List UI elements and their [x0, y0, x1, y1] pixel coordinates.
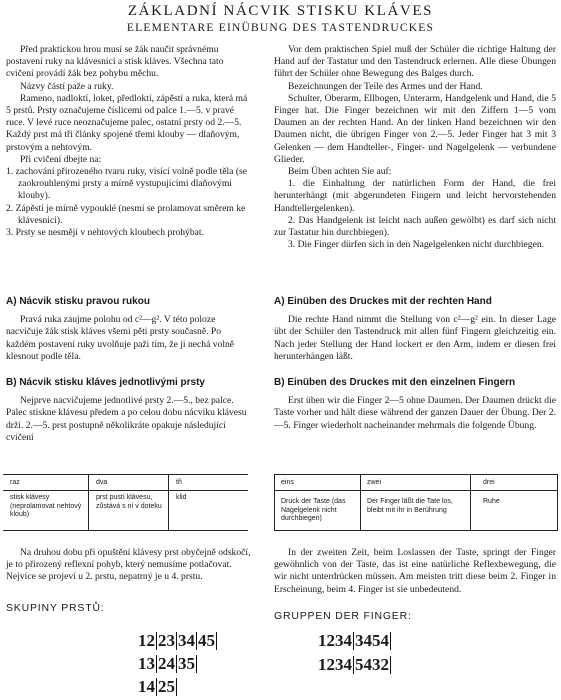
- left-table-header-rule: [3, 490, 248, 491]
- finger-group: 3454: [355, 631, 389, 650]
- left-item-1: 1. zachování přirozeného tvaru ruky, visící volně podle těla (se zaokrouhlenými prsty a mírně vystupujícími dlaňovými klouby).: [6, 166, 248, 202]
- right-section-b-text: Erst üben wir die Finger 2—5 ohne Daumen. Der Daumen drückt die Taste vorher und hält diese während der ganzen Dauer der Übung. Der 2.—5. Finger wiederholt nacheinander mehrmals die folgende Übung.: [274, 395, 556, 431]
- left-table-divider: [168, 474, 169, 530]
- right-table-divider: [557, 474, 558, 530]
- right-section-b: [274, 377, 556, 432]
- right-section-a-heading: A) Einüben des Druckes mit der rechten Hand: [274, 296, 492, 307]
- left-after-text: Na druhou dobu při opuštění klávesy prst obyčejně odskočí, je to přirozený reflexní pohyb, který nemusíme potlačovat. Nejvíce se projeví u 2. prstu, nepatrný je u 4. prstu.: [6, 547, 251, 583]
- finger-group: 1234: [318, 631, 352, 650]
- left-section-a: [6, 296, 252, 363]
- right-observe: Beim Üben achten Sie auf:: [288, 166, 392, 178]
- left-section-b-text: Nejprve nacvičujeme jednotlivé prsty 2.—5., bez palce. Palec stiskne klávesu předem a po celou dobu nácviku klávesu drží. 2.—5. prst postupně několikráte opakuje následující cvičení: [6, 395, 247, 443]
- left-section-b-heading: B) Nácvik stisku kláves jednotlivými prsty: [6, 377, 205, 388]
- right-section-a-text: Die rechte Hand nimmt die Stellung von c²—g² ein. In dieser Lage übt der Schüler den Tastendruck mit allen fünf Fingern gleichzeitig ein. Nach jeder Stellung der Hand lockert er den Arm, indem er diesen frei herunterhängen läßt.: [274, 314, 556, 362]
- left-item-3: 3. Prsty se nesmějí v nehtových kloubech prohýbat.: [6, 227, 204, 239]
- left-intro-block: [6, 44, 252, 239]
- right-table-divider: [360, 474, 361, 530]
- left-section-a-text: Pravá ruka zaujme polohu od c²—g². V této poloze nacvičuje žák stisk kláves všemi pěti prsty současně. Po každém postavení ruky uvolňuje paži tím, že ji nechá volně klesnout podle těla.: [6, 314, 235, 362]
- right-table-cell-2: Der Finger läßt die Tate los, bleibt mit ihr in Berührung: [367, 498, 453, 514]
- finger-group: 24: [158, 654, 175, 673]
- left-parts: Rameno, nadloktí, loket, předloktí, zápěstí a ruka, která má 5 prstů. Prsty označujeme číslicemi od palce 1.—5. v pravé ruce. V levé ruce neoznačujeme palec, ostatní prsty od 2.—5. Každý prst má tři články spojené třemi klouby — dlaňovým, prstovým a nehtovým.: [6, 92, 248, 153]
- finger-group: 14: [138, 677, 155, 696]
- left-groups-row-2: [138, 655, 198, 673]
- finger-group: 45: [198, 631, 215, 650]
- right-parts-intro: Bezeichnungen der Teile des Armes und der Hand.: [288, 80, 483, 92]
- right-groups-row-1: [318, 632, 392, 650]
- finger-group: 23: [158, 631, 175, 650]
- left-table-cell-3: klid: [176, 494, 187, 501]
- left-table-bottom-rule: [3, 530, 248, 531]
- right-item-2: 2. Das Handgelenk ist leicht nach außen gewölbt) es darf sich nicht zur Tastatur hin durchbiegen).: [274, 214, 556, 239]
- left-table-header-3: tři: [176, 479, 182, 486]
- finger-group: 12: [138, 631, 155, 650]
- right-item-1: 1. die Einhaltung der natürlichen Form der Hand, die frei herunterhängt (mit abgerundeten Fingern und leicht hervorstehenden Handtellergelenken).: [274, 178, 556, 214]
- finger-group: 34: [178, 631, 195, 650]
- right-groups-label: GRUPPEN DER FINGER:: [274, 610, 412, 622]
- finger-group: 13: [138, 654, 155, 673]
- left-intro: Před praktickou hrou musí se žák naučit správnému postavení ruky na klávesnici a stisk kláves. Všechna tato cvičení provádí žák bez pohybu měchu.: [6, 44, 224, 80]
- right-groups-row-2: [318, 656, 392, 674]
- left-table-cell-1: stisk klávesy (neprolamovat nehtový kloub): [10, 494, 82, 519]
- right-intro: Vor dem praktischen Spiel muß der Schüler die richtige Haltung der Hand auf der Tastatur und den Tastendruck erlernen. Alle diese Übungen führt der Schüler ohne Bewegung des Balges durch.: [274, 44, 556, 80]
- left-table-header-2: dva: [96, 479, 108, 486]
- finger-group: 35: [178, 654, 195, 673]
- page-title: ZÁKLADNÍ NÁCVIK STISKU KLÁVES: [127, 3, 434, 19]
- finger-group: 25: [158, 677, 175, 696]
- left-parts-intro: Názvy částí paže a ruky.: [20, 80, 114, 92]
- left-section-b: [6, 377, 252, 444]
- right-table-header-3: drei: [483, 479, 495, 486]
- right-after-text: In der zweiten Zeit, beim Loslassen der Taste, springt der Finger gewöhnlich von der Taste, das ist eine natürliche Reflexbewegung, die wir nicht unterdrücken müssen. Am meisten tritt diese beim 2. Finger in Erscheinung, beim 4. Finger ist sie unbedeutend.: [274, 547, 556, 595]
- right-table-divider: [470, 474, 471, 530]
- right-table-header-rule: [274, 490, 558, 491]
- right-parts: Schulter, Oberarm, Ellbogen, Unterarm, Handgelenk und Hand, die 5 Finger hat. Die Finger bezeichnen wir mit den Ziffern 1—5 vom Daumen an der rechten Hand. An der linken Hand bezeichnen wir den Daumen nicht, die übrigen Finger von 2.—5. Jeder Finger hat 3 mit 3 Gelenken — dem Handteller-, Finger- und Nagelgelenk — verbundene Glieder.: [274, 92, 556, 165]
- left-groups-row-1: [138, 632, 218, 650]
- left-groups-row-3: [138, 678, 178, 696]
- right-table-header-1: eins: [281, 479, 294, 486]
- right-table-bottom-rule: [274, 530, 558, 531]
- right-section-a: [274, 296, 556, 363]
- right-intro-block: [274, 44, 556, 251]
- left-groups-label: SKUPINY PRSTŮ:: [6, 602, 105, 614]
- right-section-b-heading: B) Einüben des Druckes mit den einzelnen Fingern: [274, 377, 516, 388]
- left-table-divider: [88, 474, 89, 530]
- left-observe: Při cvičení dbejte na:: [20, 153, 102, 165]
- finger-group: 1234: [318, 655, 352, 674]
- left-table-cell-2: prst pustí klávesu, zůstává s ní v doteku: [96, 494, 162, 510]
- left-item-2: 2. Zápěstí je mírně vypouklé (nesmí se prolamovat směrem ke klávesnici).: [6, 202, 246, 226]
- page-subtitle: ELEMENTARE EINÜBUNG DES TASTENDRUCKES: [126, 22, 435, 34]
- left-after-block: [6, 547, 252, 584]
- right-table-top-rule: [274, 474, 558, 475]
- left-table-top-rule: [3, 474, 248, 475]
- right-table-divider: [274, 474, 275, 530]
- right-table-cell-3: Ruhe: [483, 498, 500, 505]
- left-section-a-heading: A) Nácvik stisku pravou rukou: [6, 296, 150, 307]
- right-table-header-2: zwei: [367, 479, 382, 486]
- right-after-block: [274, 547, 556, 596]
- right-item-3: 3. Die Finger dürfen sich in den Nagelgelenken nicht durchbiegen.: [288, 239, 545, 251]
- finger-group: 5432: [355, 655, 389, 674]
- right-table-cell-1: Druck der Taste (das Nagelgelenk nicht durchbiegen): [281, 498, 346, 523]
- left-table-header-1: raz: [10, 479, 20, 486]
